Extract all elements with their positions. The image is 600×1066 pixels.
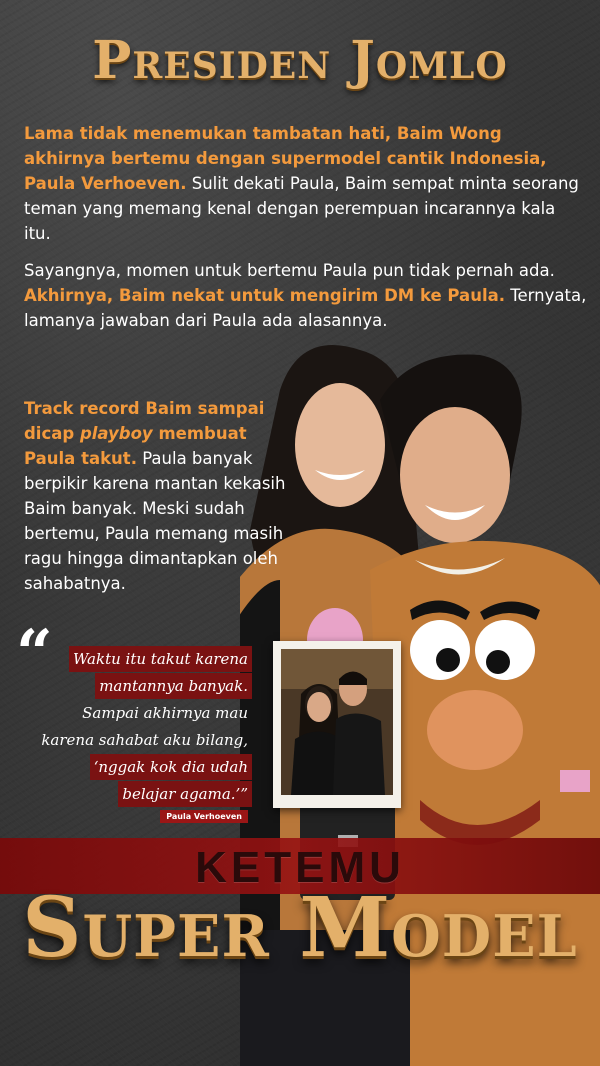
headline-bottom: Super Model — [22, 880, 578, 976]
quote-line: Sampai akhirnya mau — [82, 704, 248, 722]
quote-citation: Paula Verhoeven — [160, 810, 248, 823]
quote-line: Waktu itu takut karena — [69, 646, 252, 672]
paragraph-2-lead: Sayangnya, momen untuk bertemu Paula pun tidak pernah ada. — [24, 261, 555, 280]
paragraph-2-highlight: Akhirnya, Baim nekat untuk mengirim DM ke Paula. — [24, 286, 505, 305]
paragraph-1-text: Sulit dekati Paula, Baim sempat minta seorang teman yang memang kenal dengan perempuan incarannya kala itu. — [24, 174, 579, 243]
paragraph-1-highlight: Lama tidak menemukan tambatan hati, Baim Wong akhirnya bertemu dengan supermodel cantik Indonesia, Paula Verhoeven. — [24, 124, 547, 193]
headline-top: KETEMU — [195, 843, 405, 892]
quote-line: ‘nggak kok dia udah — [90, 754, 252, 780]
paragraph-3-text: Paula banyak berpikir karena mantan kekasih Baim banyak. Meski sudah bertemu, Paula memang masih ragu hingga dimantapkan oleh sahabatnya. — [24, 449, 286, 593]
quote-line: karena sahabat aku bilang, — [41, 731, 248, 749]
paragraph-3 — [24, 396, 294, 596]
quote-mark-icon: “ — [16, 616, 53, 691]
paragraph-2-text: Ternyata, lamanya jawaban dari Paula ada alasannya. — [24, 286, 587, 330]
paragraph-3-highlight-b: membuat Paula takut. — [24, 424, 247, 468]
paragraph-3-highlight-a: Track record Baim sampai dicap — [24, 399, 265, 443]
page-title: Presiden Jomlo — [92, 30, 508, 91]
quote-line: mantannya banyak. — [95, 673, 252, 699]
paragraph-1 — [24, 121, 584, 246]
paragraph-2 — [24, 258, 594, 333]
polaroid-image — [281, 649, 393, 795]
paragraph-3-highlight-italic: playboy — [79, 424, 153, 443]
quote-block — [2, 646, 252, 808]
quote-line: belajar agama.’” — [118, 781, 252, 807]
polaroid-photo — [273, 641, 401, 808]
